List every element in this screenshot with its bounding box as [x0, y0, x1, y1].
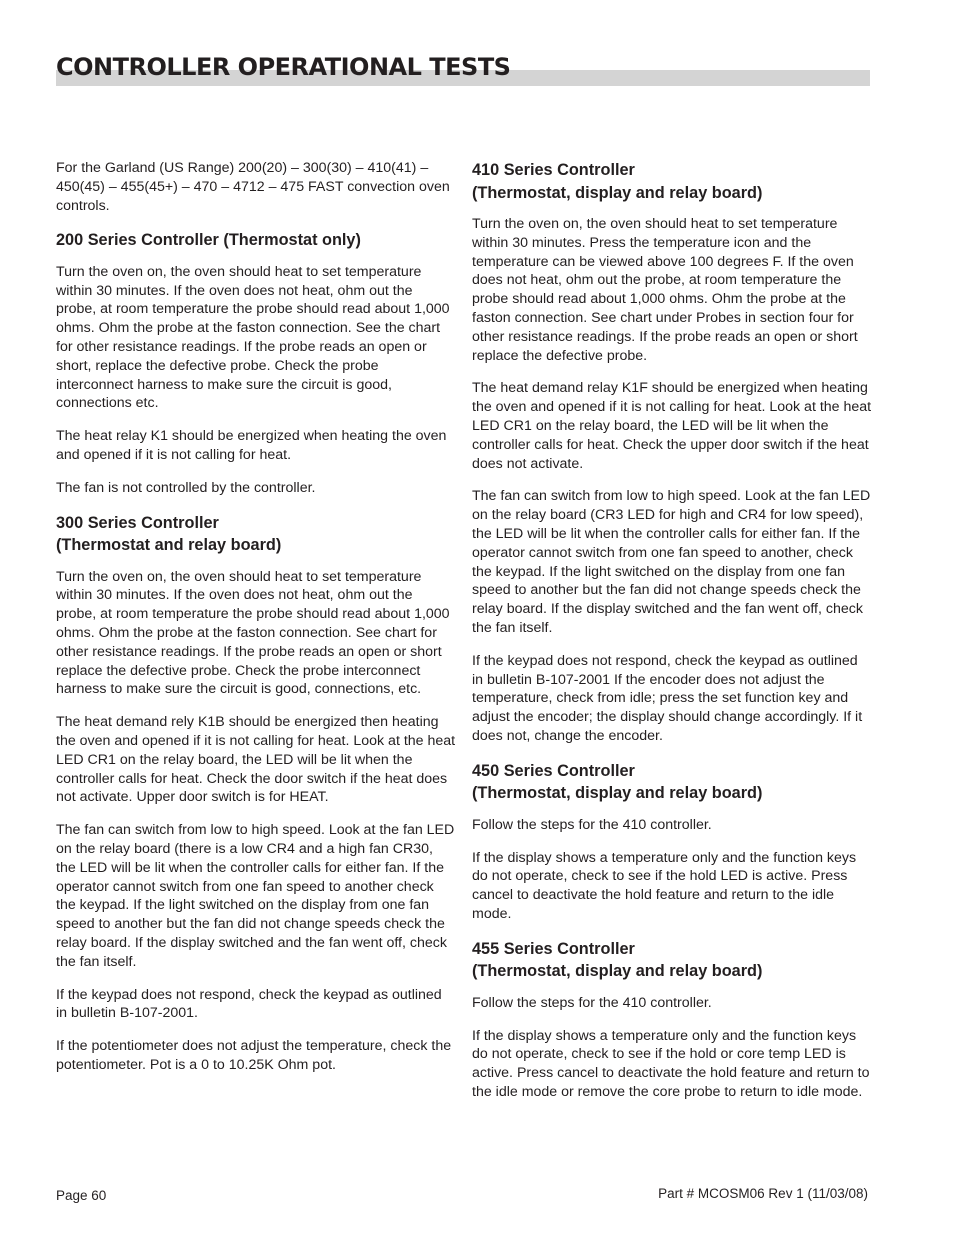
heading-line: 410 Series Controller	[472, 161, 635, 179]
paragraph: If the display shows a temperature only and the function keys do not operate, check to see if the hold LED is active. Press cancel to deactivate the hold feature and return to the idle mode.	[472, 849, 857, 922]
part-number: Part # MCOSM06 Rev 1 (11/03/08)	[658, 1186, 868, 1201]
paragraph: The heat relay K1 should be energized when heating the oven and opened if it is not calling for heat.	[56, 428, 447, 464]
paragraph: Follow the steps for the 410 controller.	[472, 994, 712, 1011]
page-title: CONTROLLER OPERATIONAL TESTS	[56, 53, 511, 81]
right-column	[472, 159, 872, 1116]
section-heading-200: 200 Series Controller (Thermostat only)	[56, 231, 361, 250]
paragraph: Turn the oven on, the oven should heat to set temperature within 30 minutes. If the oven does not heat, ohm out the probe, at room temperature the probe should read about 1,000 ohms. Ohm the probe at the faston connection. See chart for other resistance readings. If the probe reads an open or short replace the defective probe. Check the probe interconnect harness to make sure the circuit is good, connections, etc.	[56, 568, 450, 698]
heading-line: (Thermostat, display and relay board)	[472, 784, 763, 803]
paragraph: The fan can switch from low to high speed. Look at the fan LED on the relay board (CR3 LED for high and CR4 for low speed), the LED will be lit when the controller calls for either fan. If the operator cannot switch from one fan speed to another, check the keypad. If the light switched on the display from one fan speed to another but the fan did not change speeds check the relay board. If the display switched and the fan went off, check the fan itself.	[472, 488, 871, 636]
section-heading-450	[472, 760, 872, 805]
heading-line: 455 Series Controller	[472, 939, 635, 958]
heading-line: (Thermostat and relay board)	[56, 536, 282, 555]
paragraph: If the display shows a temperature only and the function keys do not operate, check to see if the hold or core temp LED is active. Press cancel to deactivate the hold feature and return to the idle mode or remove the core probe to return to idle mode.	[472, 1027, 870, 1100]
left-column	[56, 159, 456, 1089]
heading-line: (Thermostat, display and relay board)	[472, 183, 763, 202]
paragraph: Turn the oven on, the oven should heat to set temperature within 30 minutes. Press the temperature icon and the temperature can be viewed above 100 degrees F. If the oven does not heat, ohm out the probe, at room temperature the probe should read about 1,000 ohms. Ohm the probe at the faston connection. See chart under Probes in section four for other resistance readings. If the probe reads an open or short replace the defective probe.	[472, 216, 858, 364]
section-heading-410	[472, 159, 872, 204]
paragraph: If the keypad does not respond, check the keypad as outlined in bulletin B-107-2001.	[56, 986, 442, 1022]
section-heading-300	[56, 512, 456, 557]
heading-line: 300 Series Controller	[56, 513, 219, 532]
section-heading-455	[472, 938, 872, 983]
paragraph: If the keypad does not respond, check the keypad as outlined in bulletin B-107-2001 If the encoder does not adjust the temperature, check from idle; press the set function key and adjust the encoder; the display should change accordingly. If it does not, change the encoder.	[472, 652, 863, 744]
paragraph: The fan can switch from low to high speed. Look at the fan LED on the relay board (there is a low CR4 and a high fan CR30, the LED will be lit when the controller calls for either fan. If the operator cannot switch from one fan speed to another check the keypad. If the light switched on the display from one fan speed to another but the fan did not change speeds check the relay board. If the display switched and the fan went off, check the fan itself.	[56, 822, 455, 970]
heading-line: 450 Series Controller	[472, 761, 635, 780]
paragraph: The fan is not controlled by the controller.	[56, 479, 316, 496]
paragraph: Turn the oven on, the oven should heat to set temperature within 30 minutes. If the oven does not heat, ohm out the probe, at room temperature the probe should read about 1,000 ohms. Ohm the probe at the faston connection. See the chart for other resistance readings. If the probe reads an open or short, replace the defective probe. Check the probe interconnect harness to make sure the circuit is good, connections etc.	[56, 263, 450, 412]
paragraph: If the potentiometer does not adjust the temperature, check the potentiometer. Pot is a 0 to 10.25K Ohm pot.	[56, 1038, 452, 1073]
heading-line: (Thermostat, display and relay board)	[472, 962, 763, 981]
intro-paragraph: For the Garland (US Range) 200(20) – 300(30) – 410(41) – 450(45) – 455(45+) – 470 – 4712 – 475 FAST convection oven controls.	[56, 160, 450, 214]
paragraph: The heat demand relay K1F should be energized when heating the oven and opened if it is not calling for heat. Look at the heat LED CR1 on the relay board, the LED will be lit when the controller calls for heat. Check the upper door switch if the heat does not activate.	[472, 380, 872, 472]
paragraph: The heat demand rely K1B should be energized then heating the oven and opened if it is not calling for heat. Look at the heat LED CR1 on the relay board, the LED will be lit when the controller calls for heat. Check the door switch if the heat does not activate. Upper door switch is for HEAT.	[56, 714, 456, 806]
paragraph: Follow the steps for the 410 controller.	[472, 816, 712, 833]
page-number: Page 60	[56, 1188, 107, 1203]
